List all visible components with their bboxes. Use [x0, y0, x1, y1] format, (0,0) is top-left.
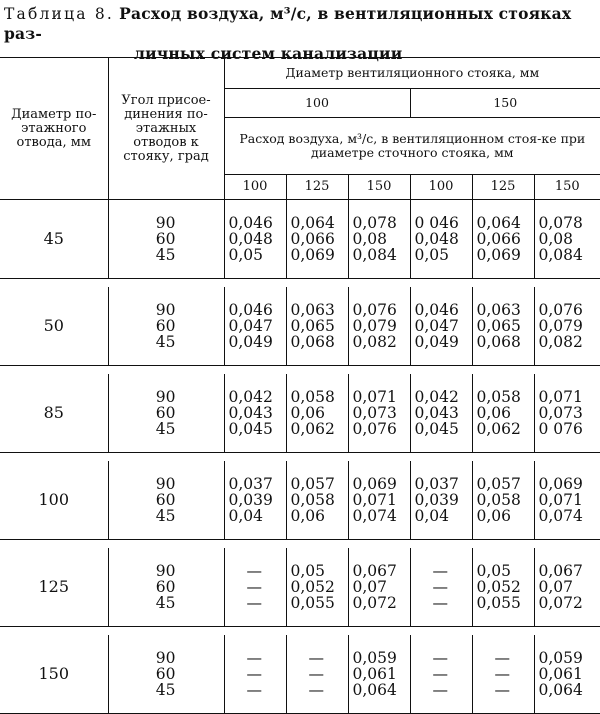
- airflow-value: 0,073: [539, 405, 600, 421]
- airflow-value: 0,04: [415, 508, 472, 524]
- airflow-value: 0,076: [539, 302, 600, 318]
- airflow-value: 0,058: [291, 492, 348, 508]
- angle-cell: [108, 461, 224, 540]
- row-gap: [0, 540, 600, 549]
- airflow-stack: [291, 650, 348, 698]
- airflow-value: 0,064: [539, 682, 600, 698]
- angle-value: 90: [109, 302, 176, 318]
- airflow-cell: [472, 548, 534, 627]
- angle-cell: [108, 287, 224, 366]
- angle-value: 45: [109, 595, 176, 611]
- airflow-value: 0,052: [477, 579, 534, 595]
- airflow-cell: [286, 200, 348, 279]
- angle-value: 45: [109, 334, 176, 350]
- row-gap: [0, 453, 600, 462]
- airflow-value: —: [229, 579, 286, 595]
- airflow-cell: [472, 287, 534, 366]
- airflow-value: —: [229, 682, 286, 698]
- angle-value: 90: [109, 215, 176, 231]
- airflow-cell: [224, 374, 286, 453]
- airflow-stack: [477, 302, 534, 350]
- airflow-stack: [229, 650, 286, 698]
- airflow-value: 0,045: [229, 421, 286, 437]
- airflow-value: 0 046: [415, 215, 472, 231]
- airflow-stack: [291, 476, 348, 524]
- airflow-value: —: [291, 682, 348, 698]
- airflow-value: 0,082: [353, 334, 410, 350]
- airflow-value: 0,043: [229, 405, 286, 421]
- airflow-cell: [286, 461, 348, 540]
- header-vent-150: 150: [410, 89, 600, 118]
- airflow-value: 0,05: [415, 247, 472, 263]
- airflow-value: 0 076: [539, 421, 600, 437]
- airflow-value: 0,08: [539, 231, 600, 247]
- table-row: [0, 287, 600, 366]
- table-row: [0, 635, 600, 714]
- airflow-value: 0,055: [477, 595, 534, 611]
- airflow-value: 0,08: [353, 231, 410, 247]
- table-row: [0, 200, 600, 279]
- header-angle: Угол присое-динения по-этажных отводов к стояку, град: [108, 58, 224, 200]
- angle-value: 45: [109, 682, 176, 698]
- airflow-value: —: [415, 595, 472, 611]
- airflow-stack: [539, 302, 600, 350]
- angle-value: 60: [109, 231, 176, 247]
- angle-stack: [109, 215, 176, 263]
- header-airflow: Расход воздуха, м³/с, в вентиляционном стоя-ке при диаметре сточного стояка, мм: [224, 118, 600, 175]
- airflow-stack: [291, 215, 348, 263]
- airflow-cell: [286, 635, 348, 714]
- branch-diameter-cell: 125: [0, 548, 108, 627]
- airflow-cell: [224, 461, 286, 540]
- angle-stack: [109, 563, 176, 611]
- caption-line-1: [4, 4, 596, 44]
- airflow-cell: [224, 200, 286, 279]
- airflow-value: —: [415, 682, 472, 698]
- airflow-value: 0,068: [291, 334, 348, 350]
- airflow-stack: [353, 650, 410, 698]
- airflow-value: 0,062: [477, 421, 534, 437]
- angle-value: 90: [109, 563, 176, 579]
- row-gap-cell: [0, 366, 600, 375]
- airflow-cell: [348, 461, 410, 540]
- airflow-value: 0,079: [539, 318, 600, 334]
- airflow-value: 0,084: [353, 247, 410, 263]
- airflow-value: 0,067: [539, 563, 600, 579]
- airflow-cell: [348, 287, 410, 366]
- airflow-value: 0,06: [291, 508, 348, 524]
- airflow-value: 0,057: [477, 476, 534, 492]
- airflow-stack: [353, 476, 410, 524]
- airflow-value: —: [291, 650, 348, 666]
- header-vent-100: 100: [224, 89, 410, 118]
- airflow-value: —: [415, 579, 472, 595]
- airflow-value: 0,064: [353, 682, 410, 698]
- header-sewer-diam: 125: [286, 175, 348, 200]
- airflow-value: —: [229, 563, 286, 579]
- airflow-value: 0,078: [353, 215, 410, 231]
- airflow-cell: [410, 200, 472, 279]
- airflow-stack: [539, 563, 600, 611]
- airflow-value: 0,076: [353, 302, 410, 318]
- airflow-stack: [353, 302, 410, 350]
- airflow-cell: [224, 548, 286, 627]
- airflow-value: 0,073: [353, 405, 410, 421]
- airflow-stack: [539, 650, 600, 698]
- airflow-value: 0,05: [291, 563, 348, 579]
- airflow-value: 0,071: [539, 492, 600, 508]
- branch-diameter-cell: 45: [0, 200, 108, 279]
- airflow-cell: [534, 200, 600, 279]
- angle-cell: [108, 200, 224, 279]
- airflow-value: 0,049: [415, 334, 472, 350]
- airflow-cell: [348, 635, 410, 714]
- angle-value: 60: [109, 666, 176, 682]
- airflow-value: 0,071: [353, 492, 410, 508]
- airflow-value: 0,074: [353, 508, 410, 524]
- airflow-value: 0,059: [539, 650, 600, 666]
- angle-cell: [108, 635, 224, 714]
- angle-value: 60: [109, 405, 176, 421]
- airflow-stack: [229, 215, 286, 263]
- airflow-cell: [410, 374, 472, 453]
- angle-stack: [109, 302, 176, 350]
- airflow-value: 0,066: [291, 231, 348, 247]
- airflow-value: —: [477, 682, 534, 698]
- header-sewer-diam: 100: [410, 175, 472, 200]
- branch-diameter-cell: 150: [0, 635, 108, 714]
- airflow-cell: [534, 461, 600, 540]
- airflow-stack: [477, 215, 534, 263]
- airflow-stack: [353, 215, 410, 263]
- angle-stack: [109, 389, 176, 437]
- airflow-value: 0,062: [291, 421, 348, 437]
- angle-value: 90: [109, 476, 176, 492]
- airflow-value: 0,043: [415, 405, 472, 421]
- airflow-stack: [415, 476, 472, 524]
- angle-value: 60: [109, 492, 176, 508]
- airflow-value: —: [477, 666, 534, 682]
- airflow-value: 0,055: [291, 595, 348, 611]
- airflow-cell: [286, 287, 348, 366]
- airflow-value: 0,063: [291, 302, 348, 318]
- airflow-value: 0,05: [229, 247, 286, 263]
- airflow-value: —: [415, 666, 472, 682]
- airflow-stack: [229, 389, 286, 437]
- airflow-value: 0,071: [353, 389, 410, 405]
- airflow-value: 0,039: [229, 492, 286, 508]
- airflow-stack: [477, 389, 534, 437]
- airflow-stack: [229, 476, 286, 524]
- airflow-stack: [229, 563, 286, 611]
- airflow-cell: [472, 635, 534, 714]
- airflow-value: 0,074: [539, 508, 600, 524]
- airflow-value: 0,063: [477, 302, 534, 318]
- airflow-value: 0,058: [291, 389, 348, 405]
- table-row: [0, 548, 600, 627]
- header-branch-diameter: Диаметр по-этажного отвода, мм: [0, 58, 108, 200]
- airflow-value: 0,084: [539, 247, 600, 263]
- angle-value: 60: [109, 318, 176, 334]
- header-sewer-diam: 150: [534, 175, 600, 200]
- angle-cell: [108, 548, 224, 627]
- airflow-value: 0,046: [229, 215, 286, 231]
- airflow-value: 0,052: [291, 579, 348, 595]
- airflow-cell: [224, 287, 286, 366]
- airflow-value: 0,039: [415, 492, 472, 508]
- airflow-cell: [286, 548, 348, 627]
- airflow-stack: [477, 476, 534, 524]
- airflow-value: 0,078: [539, 215, 600, 231]
- angle-cell: [108, 374, 224, 453]
- airflow-stack: [415, 389, 472, 437]
- airflow-stack: [415, 215, 472, 263]
- airflow-value: 0,042: [229, 389, 286, 405]
- table-row: [0, 374, 600, 453]
- airflow-value: —: [229, 650, 286, 666]
- row-gap-cell: [0, 627, 600, 636]
- airflow-cell: [472, 200, 534, 279]
- airflow-value: 0,071: [539, 389, 600, 405]
- angle-value: 45: [109, 508, 176, 524]
- airflow-table: [0, 57, 600, 714]
- airflow-value: 0,05: [477, 563, 534, 579]
- airflow-value: —: [229, 666, 286, 682]
- branch-diameter-cell: 50: [0, 287, 108, 366]
- airflow-stack: [415, 650, 472, 698]
- airflow-cell: [534, 635, 600, 714]
- airflow-stack: [477, 563, 534, 611]
- angle-stack: [109, 476, 176, 524]
- airflow-cell: [348, 548, 410, 627]
- airflow-cell: [286, 374, 348, 453]
- airflow-value: 0,069: [539, 476, 600, 492]
- airflow-cell: [534, 374, 600, 453]
- airflow-value: 0,06: [477, 508, 534, 524]
- airflow-cell: [410, 461, 472, 540]
- header-sewer-diam: 150: [348, 175, 410, 200]
- table-row: [0, 461, 600, 540]
- airflow-value: 0,06: [291, 405, 348, 421]
- airflow-value: 0,066: [477, 231, 534, 247]
- airflow-value: 0,061: [539, 666, 600, 682]
- row-gap-cell: [0, 540, 600, 549]
- airflow-value: 0,07: [539, 579, 600, 595]
- airflow-cell: [410, 287, 472, 366]
- airflow-stack: [353, 563, 410, 611]
- airflow-value: 0,069: [353, 476, 410, 492]
- airflow-value: 0,06: [477, 405, 534, 421]
- header-sewer-diam: 100: [224, 175, 286, 200]
- row-gap: [0, 366, 600, 375]
- row-gap-cell: [0, 279, 600, 288]
- airflow-value: 0,069: [291, 247, 348, 263]
- airflow-stack: [539, 389, 600, 437]
- angle-value: 60: [109, 579, 176, 595]
- airflow-value: 0,045: [415, 421, 472, 437]
- row-gap: [0, 627, 600, 636]
- airflow-value: 0,047: [229, 318, 286, 334]
- header-vent-diameter: Диаметр вентиляционного стояка, мм: [224, 58, 600, 89]
- airflow-value: 0,069: [477, 247, 534, 263]
- airflow-value: 0,07: [353, 579, 410, 595]
- airflow-value: 0,076: [353, 421, 410, 437]
- caption-title-line1: Расход воздуха, м³/с, в вентиляционных стояках раз-: [4, 4, 571, 43]
- airflow-cell: [534, 287, 600, 366]
- row-gap-cell: [0, 453, 600, 462]
- table-caption: [4, 4, 596, 64]
- airflow-cell: [224, 635, 286, 714]
- airflow-value: 0,082: [539, 334, 600, 350]
- airflow-value: 0,072: [353, 595, 410, 611]
- airflow-value: 0,037: [415, 476, 472, 492]
- airflow-value: 0,046: [415, 302, 472, 318]
- airflow-value: —: [291, 666, 348, 682]
- airflow-cell: [348, 374, 410, 453]
- airflow-cell: [410, 635, 472, 714]
- airflow-stack: [353, 389, 410, 437]
- airflow-stack: [229, 302, 286, 350]
- branch-diameter-cell: 100: [0, 461, 108, 540]
- airflow-value: 0,064: [291, 215, 348, 231]
- airflow-value: 0,047: [415, 318, 472, 334]
- airflow-cell: [472, 374, 534, 453]
- airflow-stack: [291, 302, 348, 350]
- airflow-stack: [539, 215, 600, 263]
- airflow-value: 0,046: [229, 302, 286, 318]
- airflow-value: 0,048: [229, 231, 286, 247]
- airflow-stack: [477, 650, 534, 698]
- airflow-value: —: [477, 650, 534, 666]
- row-gap: [0, 279, 600, 288]
- angle-value: 90: [109, 389, 176, 405]
- airflow-value: 0,068: [477, 334, 534, 350]
- airflow-value: 0,065: [477, 318, 534, 334]
- airflow-cell: [410, 548, 472, 627]
- airflow-value: 0,049: [229, 334, 286, 350]
- airflow-cell: [472, 461, 534, 540]
- angle-stack: [109, 650, 176, 698]
- airflow-value: 0,059: [353, 650, 410, 666]
- airflow-stack: [291, 389, 348, 437]
- airflow-value: —: [415, 563, 472, 579]
- caption-lead: Таблица 8.: [4, 5, 114, 23]
- airflow-stack: [291, 563, 348, 611]
- caption-title-line2: личных систем канализации: [4, 44, 596, 64]
- airflow-value: —: [229, 595, 286, 611]
- airflow-value: 0,042: [415, 389, 472, 405]
- airflow-value: 0,079: [353, 318, 410, 334]
- angle-value: 45: [109, 421, 176, 437]
- header-row-1: [0, 58, 600, 89]
- airflow-stack: [539, 476, 600, 524]
- branch-diameter-cell: 85: [0, 374, 108, 453]
- airflow-value: 0,048: [415, 231, 472, 247]
- airflow-stack: [415, 563, 472, 611]
- airflow-value: 0,067: [353, 563, 410, 579]
- angle-value: 90: [109, 650, 176, 666]
- airflow-value: 0,037: [229, 476, 286, 492]
- airflow-value: —: [415, 650, 472, 666]
- airflow-value: 0,057: [291, 476, 348, 492]
- airflow-value: 0,058: [477, 492, 534, 508]
- airflow-value: 0,072: [539, 595, 600, 611]
- airflow-value: 0,04: [229, 508, 286, 524]
- airflow-value: 0,065: [291, 318, 348, 334]
- angle-value: 45: [109, 247, 176, 263]
- airflow-cell: [534, 548, 600, 627]
- header-sewer-diam: 125: [472, 175, 534, 200]
- airflow-stack: [415, 302, 472, 350]
- airflow-value: 0,058: [477, 389, 534, 405]
- airflow-value: 0,061: [353, 666, 410, 682]
- airflow-cell: [348, 200, 410, 279]
- airflow-value: 0,064: [477, 215, 534, 231]
